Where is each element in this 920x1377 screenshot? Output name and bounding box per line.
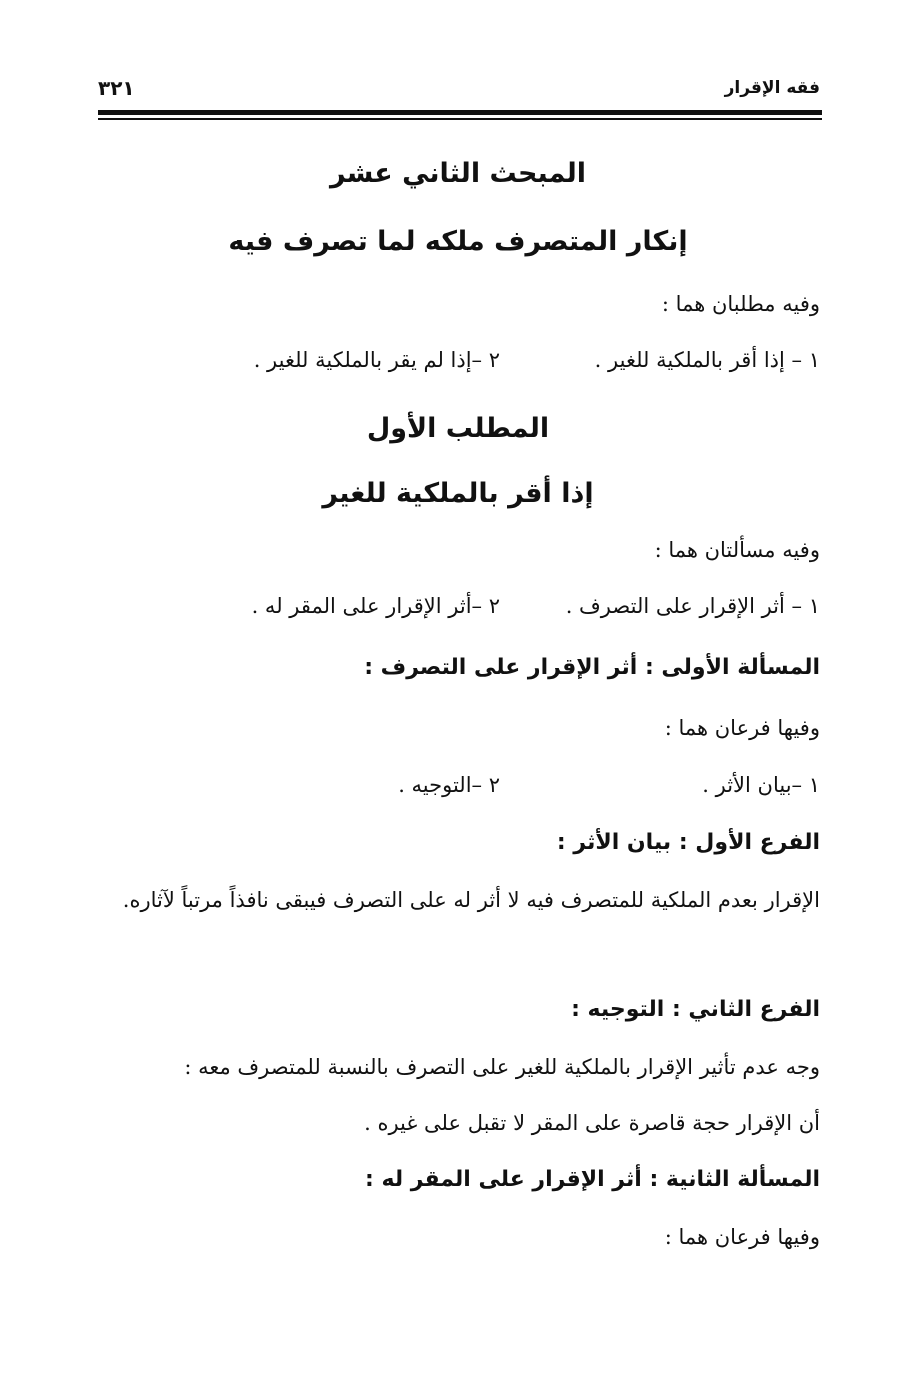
- book-title: فقه الإقرار: [724, 78, 820, 98]
- header-rule-thick: [98, 110, 822, 115]
- masala2-intro: وفيها فرعان هما :: [664, 1225, 820, 1249]
- section-items: [96, 348, 820, 372]
- far1-heading: الفرع الأول : بيان الأثر :: [556, 830, 820, 855]
- masala1-heading: المسألة الأولى : أثر الإقرار على التصرف :: [364, 655, 820, 680]
- masala2-heading: المسألة الثانية : أثر الإقرار على المقر له :: [365, 1167, 820, 1192]
- section-item-2: ٢ –إذا لم يقر بالملكية للغير .: [253, 348, 500, 372]
- section-intro: وفيه مطلبان هما :: [661, 292, 820, 316]
- masala1-item-1: ١ –بيان الأثر .: [702, 773, 820, 797]
- matlab1-item-1: ١ – أثر الإقرار على التصرف .: [565, 594, 820, 618]
- matlab1-title: المطلب الأول: [366, 413, 550, 444]
- page-number: ٣٢١: [98, 76, 135, 100]
- matlab1-item-2: ٢ –أثر الإقرار على المقر له .: [251, 594, 500, 618]
- matlab1-intro: وفيه مسألتان هما :: [654, 538, 820, 562]
- far2-line-2: أن الإقرار حجة قاصرة على المقر لا تقبل على غيره .: [364, 1111, 820, 1135]
- section-subtitle: إنكار المتصرف ملكه لما تصرف فيه: [228, 226, 688, 257]
- masala1-items: [96, 773, 820, 797]
- far2-line-1: وجه عدم تأثير الإقرار بالملكية للغير على التصرف بالنسبة للمتصرف معه :: [184, 1055, 820, 1079]
- masala1-intro: وفيها فرعان هما :: [664, 716, 820, 740]
- section-title: المبحث الثاني عشر: [329, 158, 587, 189]
- header-rule-thin: [98, 118, 822, 120]
- matlab1-subtitle: إذا أقر بالملكية للغير: [322, 478, 594, 509]
- far2-heading: الفرع الثاني : التوجيه :: [571, 997, 820, 1022]
- matlab1-items: [96, 594, 820, 618]
- section-item-1: ١ – إذا أقر بالملكية للغير .: [594, 348, 820, 372]
- masala1-item-2: ٢ –التوجيه .: [398, 773, 500, 797]
- far1-paragraph: الإقرار بعدم الملكية للمتصرف فيه لا أثر له على التصرف فيبقى نافذاً مرتباً لآثاره.: [122, 888, 820, 912]
- running-header: [98, 78, 820, 106]
